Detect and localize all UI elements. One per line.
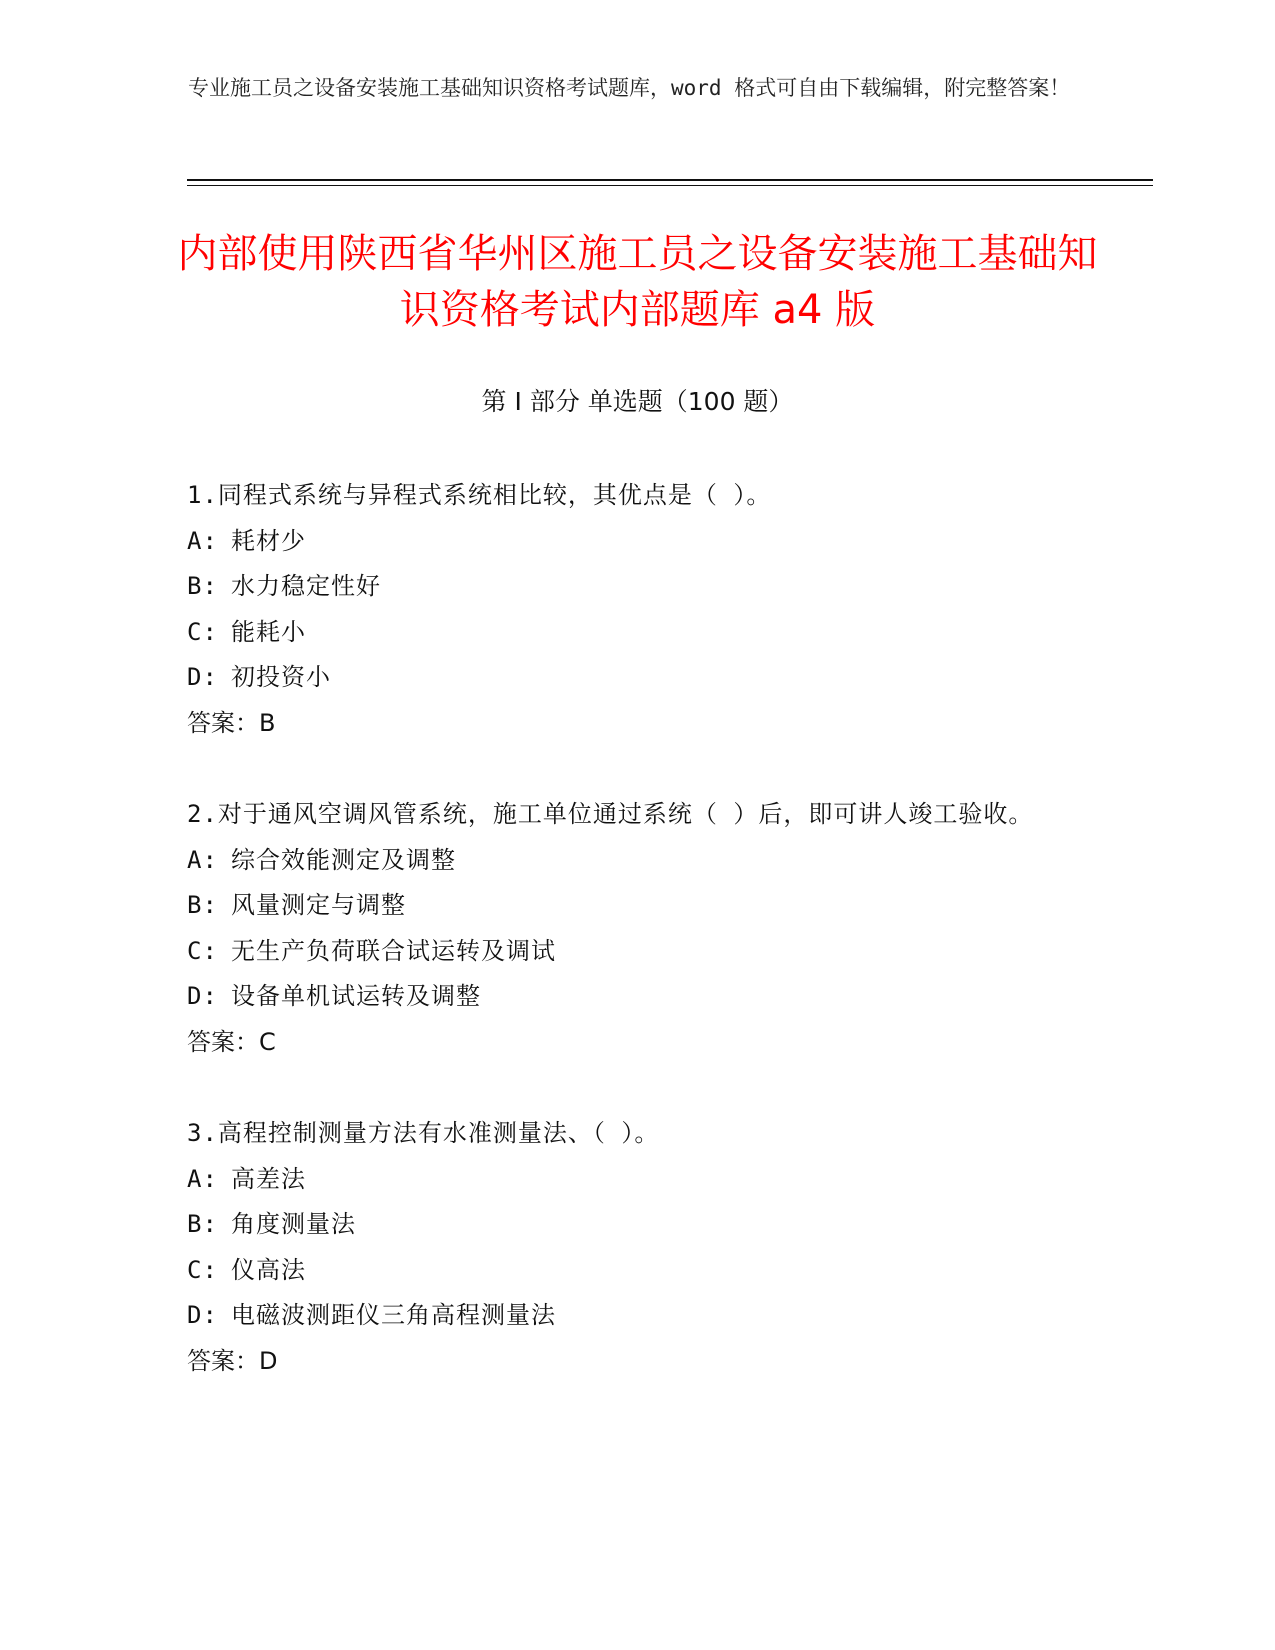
document-title: 内部使用陕西省华州区施工员之设备安装施工基础知识资格考试内部题库 a4 版 xyxy=(177,231,1098,333)
option-key: D: xyxy=(187,1301,218,1329)
option-a xyxy=(187,838,1087,884)
option-text: 无生产负荷联合试运转及调试 xyxy=(231,936,556,965)
option-key: A: xyxy=(187,1164,218,1193)
option-c xyxy=(187,929,1087,975)
option-d xyxy=(187,1293,1087,1339)
answer-line: 答案：C xyxy=(187,1027,276,1056)
option-text: 角度测量法 xyxy=(231,1210,356,1238)
option-key: C: xyxy=(187,1255,218,1284)
question-3 xyxy=(187,1111,1087,1384)
option-key: A: xyxy=(187,526,218,555)
question-stem: 2.对于通风空调风管系统，施工单位通过系统（ ）后，即可讲人竣工验收。 xyxy=(187,800,1034,828)
option-key: D: xyxy=(187,982,218,1010)
option-text: 仪高法 xyxy=(231,1255,306,1284)
header-rule-thin xyxy=(187,185,1153,186)
option-text: 风量测定与调整 xyxy=(231,891,406,919)
option-text: 水力稳定性好 xyxy=(231,572,381,600)
option-key: A: xyxy=(187,845,218,874)
question-stem: 3.高程控制测量方法有水准测量法、（ ）。 xyxy=(187,1119,660,1147)
option-d xyxy=(187,655,1087,701)
question-1 xyxy=(187,473,1087,746)
option-key: B: xyxy=(187,1210,218,1238)
option-b xyxy=(187,1202,1087,1248)
option-text: 耗材少 xyxy=(231,526,306,555)
question-2 xyxy=(187,792,1087,1065)
option-key: B: xyxy=(187,572,218,600)
header-rule-thick xyxy=(187,179,1153,181)
option-text: 设备单机试运转及调整 xyxy=(231,982,481,1010)
option-c xyxy=(187,1248,1087,1294)
option-key: D: xyxy=(187,663,218,691)
option-a xyxy=(187,519,1087,565)
answer-line: 答案：D xyxy=(187,1346,278,1375)
question-stem: 1.同程式系统与异程式系统相比较，其优点是（ ）。 xyxy=(187,481,772,509)
option-a xyxy=(187,1157,1087,1203)
question-list xyxy=(187,473,1087,1430)
section-title: 第 I 部分 单选题（100 题） xyxy=(481,387,794,416)
option-key: C: xyxy=(187,936,218,965)
option-text: 高差法 xyxy=(231,1164,306,1193)
option-text: 初投资小 xyxy=(231,663,331,691)
option-key: C: xyxy=(187,617,218,646)
option-key: B: xyxy=(187,891,218,919)
option-text: 电磁波测距仪三角高程测量法 xyxy=(231,1301,556,1329)
header-note: 专业施工员之设备安装施工基础知识资格考试题库，word 格式可自由下载编辑，附完整答案！ xyxy=(188,76,1071,100)
option-text: 综合效能测定及调整 xyxy=(231,845,456,874)
option-d xyxy=(187,974,1087,1020)
answer-line: 答案：B xyxy=(187,708,276,737)
option-b xyxy=(187,883,1087,929)
option-text: 能耗小 xyxy=(231,617,306,646)
option-b xyxy=(187,564,1087,610)
option-c xyxy=(187,610,1087,656)
